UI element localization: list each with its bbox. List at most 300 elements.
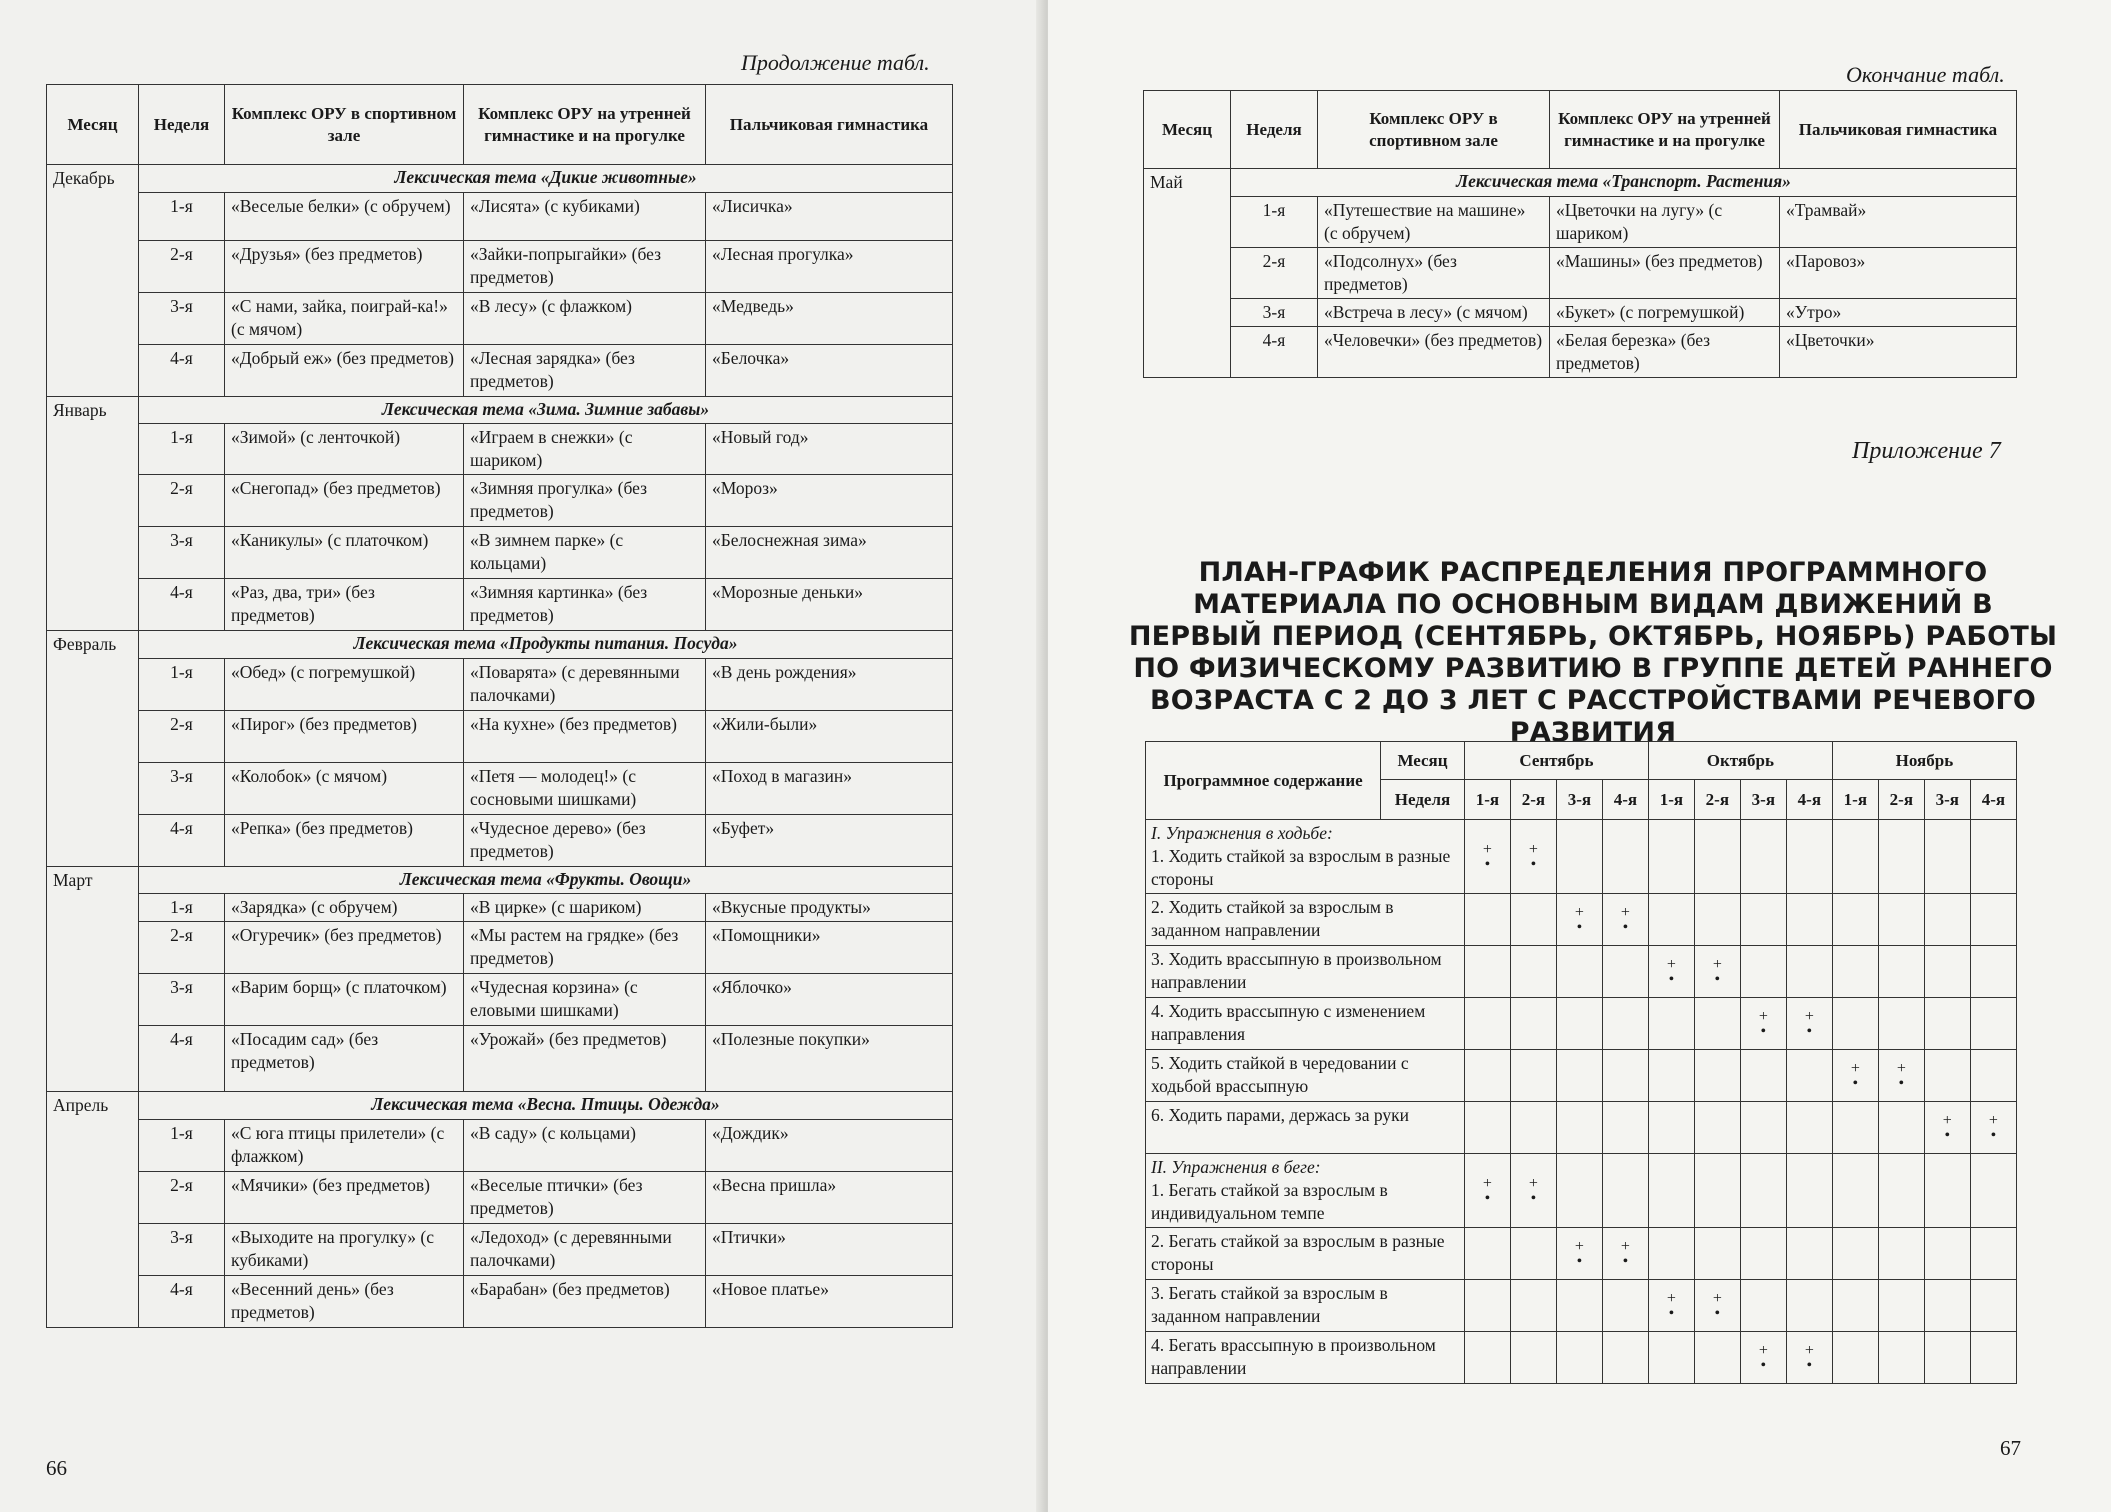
plan-content-cell xyxy=(1146,820,1465,894)
plan-row xyxy=(1146,820,2017,894)
schedule-cell xyxy=(1510,1102,1556,1154)
finger-gymnastics-cell: «Птички» xyxy=(706,1223,953,1275)
schedule-cell xyxy=(1464,946,1510,998)
week-cell: 3-я xyxy=(139,527,225,579)
finger-gymnastics-cell: «Медведь» xyxy=(706,292,953,344)
schedule-cell xyxy=(1970,1228,2016,1280)
plus-mark: + xyxy=(1482,1174,1492,1192)
exercise-text: 4. Ходить врассыпную с изменением направления xyxy=(1151,1001,1426,1044)
week-cell: 4-я xyxy=(139,579,225,631)
morning-complex-cell: «Ледоход» (с деревянными палочками) xyxy=(464,1223,706,1275)
gym-complex-cell: «Снегопад» (без предметов) xyxy=(225,475,464,527)
exercise-text: 1. Ходить стайкой за взрослым в разные стороны xyxy=(1151,846,1451,889)
plan-schedule-table xyxy=(1145,741,2017,1384)
month-span-cell xyxy=(47,814,139,866)
dot-mark: • xyxy=(1668,970,1675,988)
morning-complex-cell: «Зимняя прогулка» (без предметов) xyxy=(464,475,706,527)
gym-complex-cell: «Репка» (без предметов) xyxy=(225,814,464,866)
month-cell: Апрель xyxy=(47,1092,139,1120)
month-span-cell xyxy=(47,1275,139,1327)
week-cell: 1-я xyxy=(1231,196,1318,247)
schedule-cell xyxy=(1464,1332,1510,1384)
gym-complex-cell: «Мячики» (без предметов) xyxy=(225,1171,464,1223)
schedule-cell xyxy=(1924,894,1970,946)
gym-complex-cell: «Человечки» (без предметов) xyxy=(1318,326,1550,377)
schedule-cell xyxy=(1878,1102,1924,1154)
table-row xyxy=(47,475,953,527)
month-span-cell xyxy=(47,922,139,974)
morning-complex-cell: «Петя — молодец!» (с сосновыми шишками) xyxy=(464,762,706,814)
schedule-cell xyxy=(1970,820,2016,894)
morning-complex-cell: «Букет» (с погремушкой) xyxy=(1550,298,1780,326)
month-span-cell xyxy=(47,579,139,631)
schedule-cell xyxy=(1786,946,1832,998)
ending-label: Окончание табл. xyxy=(1846,62,2005,87)
morning-complex-cell: «В саду» (с кольцами) xyxy=(464,1119,706,1171)
exercise-text: 1. Бегать стайкой за взрослым в индивидуальном темпе xyxy=(1151,1180,1388,1223)
month-span-cell xyxy=(1144,298,1231,326)
month-cell: Январь xyxy=(47,396,139,424)
plan-content-cell xyxy=(1146,1332,1465,1384)
plan-content-cell xyxy=(1146,1102,1465,1154)
table-row xyxy=(47,240,953,292)
finger-gymnastics-cell: «Весна пришла» xyxy=(706,1171,953,1223)
month-span-cell xyxy=(47,475,139,527)
week-cell: 3-я xyxy=(139,762,225,814)
finger-gymnastics-cell: «Лесная прогулка» xyxy=(706,240,953,292)
schedule-cell xyxy=(1694,946,1740,998)
plus-mark: + xyxy=(1712,955,1722,973)
schedule-cell xyxy=(1832,1102,1878,1154)
schedule-cell xyxy=(1694,1280,1740,1332)
table-row xyxy=(47,1275,953,1327)
table-row xyxy=(47,974,953,1026)
schedule-cell xyxy=(1510,1228,1556,1280)
month-span-cell xyxy=(47,762,139,814)
morning-complex-cell: «Поварята» (с деревянными палочками) xyxy=(464,658,706,710)
finger-gymnastics-cell: «Мороз» xyxy=(706,475,953,527)
schedule-cell xyxy=(1832,1228,1878,1280)
header-week: Неделя xyxy=(139,85,225,165)
morning-complex-cell: «Чудесная корзина» (с еловыми шишками) xyxy=(464,974,706,1026)
schedule-cell xyxy=(1924,1050,1970,1102)
schedule-cell xyxy=(1924,1102,1970,1154)
header-gym-complex: Комплекс ОРУ в спортивном зале xyxy=(1318,91,1550,169)
dot-mark: • xyxy=(1806,1022,1813,1040)
gym-complex-cell: «Друзья» (без предметов) xyxy=(225,240,464,292)
dot-mark: • xyxy=(1668,1304,1675,1322)
gym-complex-cell: «Встреча в лесу» (с мячом) xyxy=(1318,298,1550,326)
plus-mark: + xyxy=(1620,903,1630,921)
table-row xyxy=(47,658,953,710)
schedule-cell xyxy=(1832,1050,1878,1102)
gym-complex-cell: «Выходите на прогулку» (с кубиками) xyxy=(225,1223,464,1275)
morning-complex-cell: «Цветочки на лугу» (с шариком) xyxy=(1550,196,1780,247)
schedule-cell xyxy=(1786,1332,1832,1384)
exercise-text: 5. Ходить стайкой в чередовании с ходьбой врассыпную xyxy=(1151,1053,1409,1096)
schedule-cell xyxy=(1832,1280,1878,1332)
gym-complex-cell: «Пирог» (без предметов) xyxy=(225,710,464,762)
exercise-table-right xyxy=(1143,90,2017,378)
schedule-cell xyxy=(1878,1154,1924,1228)
schedule-cell xyxy=(1648,998,1694,1050)
schedule-cell xyxy=(1648,1154,1694,1228)
theme-row xyxy=(47,396,953,424)
header-week-number: 4-я xyxy=(1970,780,2016,820)
dot-mark: • xyxy=(1898,1074,1905,1092)
plus-mark: + xyxy=(1666,955,1676,973)
month-span-cell xyxy=(47,240,139,292)
header-week-number: 1-я xyxy=(1648,780,1694,820)
exercise-text: 2. Ходить стайкой за взрослым в заданном направлении xyxy=(1151,897,1394,940)
month-span-cell xyxy=(47,1223,139,1275)
schedule-cell xyxy=(1556,1154,1602,1228)
schedule-cell xyxy=(1602,1280,1648,1332)
schedule-cell xyxy=(1924,946,1970,998)
schedule-cell xyxy=(1970,1050,2016,1102)
schedule-cell xyxy=(1832,1332,1878,1384)
dot-mark: • xyxy=(1484,855,1491,873)
schedule-cell xyxy=(1556,1102,1602,1154)
finger-gymnastics-cell: «В день рождения» xyxy=(706,658,953,710)
plus-mark: + xyxy=(1850,1059,1860,1077)
theme-row xyxy=(47,165,953,193)
plus-mark: + xyxy=(1482,840,1492,858)
header-week-number: 3-я xyxy=(1924,780,1970,820)
month-cell: Май xyxy=(1144,169,1231,197)
schedule-cell xyxy=(1786,1280,1832,1332)
schedule-cell xyxy=(1464,820,1510,894)
schedule-cell xyxy=(1970,1102,2016,1154)
header-gym-complex: Комплекс ОРУ в спортивном зале xyxy=(225,85,464,165)
schedule-cell xyxy=(1648,946,1694,998)
gym-complex-cell: «Раз, два, три» (без предметов) xyxy=(225,579,464,631)
page-number-right: 67 xyxy=(2000,1436,2021,1460)
table-row xyxy=(47,1171,953,1223)
schedule-cell xyxy=(1878,820,1924,894)
schedule-cell xyxy=(1786,1102,1832,1154)
plan-row xyxy=(1146,1102,2017,1154)
finger-gymnastics-cell: «Трамвай» xyxy=(1780,196,2017,247)
dot-mark: • xyxy=(1852,1074,1859,1092)
dot-mark: • xyxy=(1622,1252,1629,1270)
schedule-cell xyxy=(1556,1050,1602,1102)
dot-mark: • xyxy=(1484,1189,1491,1207)
dot-mark: • xyxy=(1530,1189,1537,1207)
morning-complex-cell: «Машины» (без предметов) xyxy=(1550,247,1780,298)
morning-complex-cell: «Веселые птички» (без предметов) xyxy=(464,1171,706,1223)
schedule-cell xyxy=(1786,894,1832,946)
finger-gymnastics-cell: «Новый год» xyxy=(706,424,953,475)
month-span-cell xyxy=(47,344,139,396)
header-program-content: Программное содержание xyxy=(1146,742,1381,820)
theme-cell: Лексическая тема «Зима. Зимние забавы» xyxy=(139,396,953,424)
schedule-cell xyxy=(1786,1228,1832,1280)
schedule-cell xyxy=(1648,894,1694,946)
plus-mark: + xyxy=(1712,1289,1722,1307)
gym-complex-cell: «Путешествие на машине» (с обручем) xyxy=(1318,196,1550,247)
finger-gymnastics-cell: «Жили-были» xyxy=(706,710,953,762)
plan-content-cell xyxy=(1146,1050,1465,1102)
dot-mark: • xyxy=(1622,918,1629,936)
plan-content-cell xyxy=(1146,1280,1465,1332)
schedule-cell xyxy=(1878,1332,1924,1384)
finger-gymnastics-cell: «Белоснежная зима» xyxy=(706,527,953,579)
schedule-cell xyxy=(1464,1228,1510,1280)
plan-row xyxy=(1146,1280,2017,1332)
header-week-number: 1-я xyxy=(1832,780,1878,820)
schedule-cell xyxy=(1970,1332,2016,1384)
table-row xyxy=(1144,247,2017,298)
header-month: Месяц xyxy=(47,85,139,165)
section-title: I. Упражнения в ходьбе: xyxy=(1151,823,1333,843)
finger-gymnastics-cell: «Яблочко» xyxy=(706,974,953,1026)
schedule-cell xyxy=(1970,894,2016,946)
right-page xyxy=(1048,0,2111,1512)
header-week-number: 2-я xyxy=(1694,780,1740,820)
plan-content-cell xyxy=(1146,1154,1465,1228)
schedule-cell xyxy=(1878,1280,1924,1332)
schedule-cell xyxy=(1510,894,1556,946)
gym-complex-cell: «Подсолнух» (без предметов) xyxy=(1318,247,1550,298)
schedule-cell xyxy=(1924,1228,1970,1280)
schedule-cell xyxy=(1740,1280,1786,1332)
week-cell: 1-я xyxy=(139,894,225,922)
plan-row xyxy=(1146,1050,2017,1102)
table-row xyxy=(1144,196,2017,247)
header-finger-gymnastics: Пальчиковая гимнастика xyxy=(1780,91,2017,169)
schedule-cell xyxy=(1878,1050,1924,1102)
plan-row xyxy=(1146,1332,2017,1384)
month-span-cell xyxy=(47,192,139,240)
month-span-cell xyxy=(47,527,139,579)
gym-complex-cell: «Весенний день» (без предметов) xyxy=(225,1275,464,1327)
schedule-cell xyxy=(1556,946,1602,998)
schedule-cell xyxy=(1924,1332,1970,1384)
month-cell: Февраль xyxy=(47,631,139,659)
week-cell: 4-я xyxy=(1231,326,1318,377)
plan-row xyxy=(1146,1154,2017,1228)
month-cell: Март xyxy=(47,866,139,894)
plus-mark: + xyxy=(1528,840,1538,858)
table-row xyxy=(47,192,953,240)
week-cell: 1-я xyxy=(139,1119,225,1171)
schedule-cell xyxy=(1878,946,1924,998)
table-row xyxy=(47,424,953,475)
schedule-cell xyxy=(1694,1332,1740,1384)
schedule-cell xyxy=(1556,894,1602,946)
finger-gymnastics-cell: «Утро» xyxy=(1780,298,2017,326)
plus-mark: + xyxy=(1574,1237,1584,1255)
schedule-cell xyxy=(1556,1228,1602,1280)
schedule-cell xyxy=(1510,1332,1556,1384)
header-week-number: 4-я xyxy=(1602,780,1648,820)
table-row xyxy=(47,1026,953,1092)
plus-mark: + xyxy=(1804,1341,1814,1359)
schedule-cell xyxy=(1694,998,1740,1050)
morning-complex-cell: «Белая березка» (без предметов) xyxy=(1550,326,1780,377)
week-cell: 4-я xyxy=(139,814,225,866)
dot-mark: • xyxy=(1760,1356,1767,1374)
finger-gymnastics-cell: «Дождик» xyxy=(706,1119,953,1171)
plan-row xyxy=(1146,946,2017,998)
finger-gymnastics-cell: «Буфет» xyxy=(706,814,953,866)
table-row xyxy=(47,1223,953,1275)
month-span-cell xyxy=(47,1026,139,1092)
schedule-cell xyxy=(1464,1050,1510,1102)
month-span-cell xyxy=(1144,326,1231,377)
theme-row xyxy=(47,866,953,894)
plus-mark: + xyxy=(1528,1174,1538,1192)
table-row xyxy=(47,894,953,922)
week-cell: 2-я xyxy=(1231,247,1318,298)
schedule-cell xyxy=(1786,820,1832,894)
plan-row xyxy=(1146,998,2017,1050)
gym-complex-cell: «Зарядка» (с обручем) xyxy=(225,894,464,922)
appendix-label: Приложение 7 xyxy=(1852,438,2001,464)
finger-gymnastics-cell: «Паровоз» xyxy=(1780,247,2017,298)
morning-complex-cell: «Лесная зарядка» (без предметов) xyxy=(464,344,706,396)
schedule-cell xyxy=(1694,1102,1740,1154)
schedule-cell xyxy=(1602,1332,1648,1384)
schedule-cell xyxy=(1510,998,1556,1050)
month-span-cell xyxy=(47,424,139,475)
theme-cell: Лексическая тема «Транспорт. Растения» xyxy=(1231,169,2017,197)
schedule-cell xyxy=(1648,820,1694,894)
finger-gymnastics-cell: «Вкусные продукты» xyxy=(706,894,953,922)
schedule-cell xyxy=(1740,1050,1786,1102)
week-cell: 2-я xyxy=(139,710,225,762)
plus-mark: + xyxy=(1758,1007,1768,1025)
header-finger-gymnastics: Пальчиковая гимнастика xyxy=(706,85,953,165)
plus-mark: + xyxy=(1804,1007,1814,1025)
morning-complex-cell: «Зайки-попрыгайки» (без предметов) xyxy=(464,240,706,292)
exercise-table-left xyxy=(46,84,953,1328)
week-cell: 4-я xyxy=(139,1275,225,1327)
gym-complex-cell: «Добрый еж» (без предметов) xyxy=(225,344,464,396)
continuation-label: Продолжение табл. xyxy=(741,50,930,75)
morning-complex-cell: «Лисята» (с кубиками) xyxy=(464,192,706,240)
schedule-cell xyxy=(1740,1154,1786,1228)
schedule-cell xyxy=(1556,820,1602,894)
morning-complex-cell: «Играем в снежки» (с шариком) xyxy=(464,424,706,475)
schedule-cell xyxy=(1602,894,1648,946)
plus-mark: + xyxy=(1666,1289,1676,1307)
schedule-cell xyxy=(1510,1280,1556,1332)
theme-cell: Лексическая тема «Весна. Птицы. Одежда» xyxy=(139,1092,953,1120)
dot-mark: • xyxy=(1760,1022,1767,1040)
schedule-cell xyxy=(1970,1280,2016,1332)
theme-row xyxy=(1144,169,2017,197)
table-row xyxy=(47,292,953,344)
plan-header-months-row xyxy=(1146,742,2017,780)
week-cell: 1-я xyxy=(139,658,225,710)
left-page xyxy=(0,0,1048,1512)
schedule-cell xyxy=(1648,1228,1694,1280)
plus-mark: + xyxy=(1758,1341,1768,1359)
schedule-cell xyxy=(1602,820,1648,894)
schedule-cell xyxy=(1970,946,2016,998)
header-morning-complex: Комплекс ОРУ на утренней гимнастике и на прогулке xyxy=(1550,91,1780,169)
finger-gymnastics-cell: «Цветочки» xyxy=(1780,326,2017,377)
week-cell: 3-я xyxy=(139,974,225,1026)
schedule-cell xyxy=(1924,820,1970,894)
header-week: Неделя xyxy=(1381,780,1465,820)
morning-complex-cell: «Урожай» (без предметов) xyxy=(464,1026,706,1092)
gym-complex-cell: «Посадим сад» (без предметов) xyxy=(225,1026,464,1092)
dot-mark: • xyxy=(1576,1252,1583,1270)
morning-complex-cell: «На кухне» (без предметов) xyxy=(464,710,706,762)
schedule-cell xyxy=(1510,1154,1556,1228)
gym-complex-cell: «Колобок» (с мячом) xyxy=(225,762,464,814)
schedule-cell xyxy=(1740,998,1786,1050)
gym-complex-cell: «Огуречик» (без предметов) xyxy=(225,922,464,974)
plus-mark: + xyxy=(1942,1111,1952,1129)
schedule-cell xyxy=(1832,894,1878,946)
finger-gymnastics-cell: «Помощники» xyxy=(706,922,953,974)
month-span-cell xyxy=(1144,196,1231,247)
week-cell: 3-я xyxy=(1231,298,1318,326)
schedule-cell xyxy=(1970,1154,2016,1228)
gym-complex-cell: «Каникулы» (с платочком) xyxy=(225,527,464,579)
header-month-name: Сентябрь xyxy=(1464,742,1648,780)
week-cell: 1-я xyxy=(139,424,225,475)
schedule-cell xyxy=(1878,894,1924,946)
header-week-number: 2-я xyxy=(1878,780,1924,820)
schedule-cell xyxy=(1740,1102,1786,1154)
plan-content-cell xyxy=(1146,894,1465,946)
schedule-cell xyxy=(1832,946,1878,998)
schedule-cell xyxy=(1602,1228,1648,1280)
morning-complex-cell: «Мы растем на грядке» (без предметов) xyxy=(464,922,706,974)
plan-content-cell xyxy=(1146,1228,1465,1280)
month-span-cell xyxy=(47,658,139,710)
table-row xyxy=(1144,326,2017,377)
table-row xyxy=(47,527,953,579)
gym-complex-cell: «С нами, зайка, поиграй-ка!» (с мячом) xyxy=(225,292,464,344)
month-span-cell xyxy=(47,894,139,922)
page-number-left: 66 xyxy=(46,1456,67,1480)
schedule-cell xyxy=(1602,1102,1648,1154)
month-cell: Декабрь xyxy=(47,165,139,193)
finger-gymnastics-cell: «Лисичка» xyxy=(706,192,953,240)
schedule-cell xyxy=(1924,1280,1970,1332)
gym-complex-cell: «С юга птицы прилетели» (с флажком) xyxy=(225,1119,464,1171)
schedule-cell xyxy=(1878,998,1924,1050)
table-row xyxy=(47,814,953,866)
schedule-cell xyxy=(1694,820,1740,894)
morning-complex-cell: «Барабан» (без предметов) xyxy=(464,1275,706,1327)
morning-complex-cell: «В лесу» (с флажком) xyxy=(464,292,706,344)
week-cell: 4-я xyxy=(139,344,225,396)
finger-gymnastics-cell: «Морозные деньки» xyxy=(706,579,953,631)
section-title: II. Упражнения в беге: xyxy=(1151,1157,1321,1177)
header-month-name: Октябрь xyxy=(1648,742,1832,780)
header-week: Неделя xyxy=(1231,91,1318,169)
table-row xyxy=(47,762,953,814)
header-morning-complex: Комплекс ОРУ на утренней гимнастике и на прогулке xyxy=(464,85,706,165)
schedule-cell xyxy=(1464,1102,1510,1154)
finger-gymnastics-cell: «Белочка» xyxy=(706,344,953,396)
exercise-text: 6. Ходить парами, держась за руки xyxy=(1151,1105,1409,1125)
dot-mark: • xyxy=(1806,1356,1813,1374)
header-week-number: 4-я xyxy=(1786,780,1832,820)
plan-row xyxy=(1146,1228,2017,1280)
schedule-cell xyxy=(1648,1050,1694,1102)
plan-title: ПЛАН-ГРАФИК РАСПРЕДЕЛЕНИЯ ПРОГРАММНОГО МАТЕРИАЛА ПО ОСНОВНЫМ ВИДАМ ДВИЖЕНИЙ В ПЕРВЫЙ ПЕРИОД (СЕНТЯБРЬ, ОКТЯБРЬ, НОЯБРЬ) РАБОТЫ ПО ФИЗИЧЕСКОМУ РАЗВИТИЮ В ГРУППЕ ДЕТЕЙ РАННЕГО ВОЗРАСТА С 2 ДО 3 ЛЕТ С РАССТРОЙСТВАМИ РЕЧЕВОГО РАЗВИТИЯ xyxy=(1128,557,2058,748)
week-cell: 2-я xyxy=(139,1171,225,1223)
schedule-cell xyxy=(1648,1102,1694,1154)
